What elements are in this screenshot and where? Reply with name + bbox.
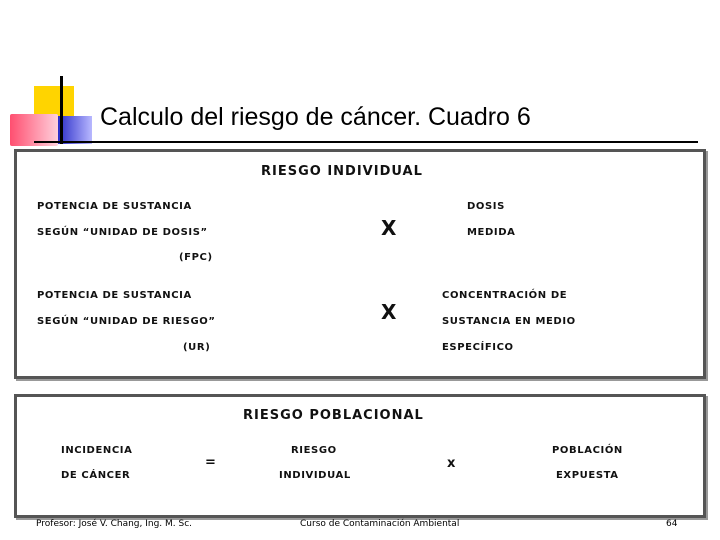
footer-course: Curso de Contaminación Ambiental (300, 519, 460, 529)
population-line1: POBLACIÓN (552, 445, 623, 456)
row2-right-line3: ESPECÍFICO (442, 342, 514, 353)
slide-title: Calculo del riesgo de cáncer. Cuadro 6 (100, 103, 531, 131)
individual-risk-line1: RIESGO (291, 445, 337, 456)
row2-right-line2: SUSTANCIA EN MEDIO (442, 316, 576, 327)
footer-page-number: 64 (666, 519, 678, 529)
population-heading: RIESGO POBLACIONAL (243, 408, 424, 423)
row2-left-line2: SEGÚN “UNIDAD DE RIESGO” (37, 316, 216, 327)
row1-left-abbr: (FPC) (179, 252, 213, 263)
logo-vertical-line (60, 76, 63, 144)
equals-operator: = (205, 455, 216, 470)
row1-right-line1: DOSIS (467, 201, 505, 212)
row2-right-line1: CONCENTRACIÓN DE (442, 290, 568, 301)
row1-right-line2: MEDIDA (467, 227, 516, 238)
row2-multiply-operator: X (381, 300, 397, 324)
row2-left-line1: POTENCIA DE SUSTANCIA (37, 290, 192, 301)
row1-left-line1: POTENCIA DE SUSTANCIA (37, 201, 192, 212)
logo-blue-square (58, 116, 92, 144)
incidence-line2: DE CÁNCER (61, 470, 131, 481)
individual-heading: RIESGO INDIVIDUAL (261, 164, 423, 179)
population-line2: EXPUESTA (556, 470, 619, 481)
row1-left-line2: SEGÚN “UNIDAD DE DOSIS” (37, 227, 208, 238)
times-operator: x (447, 456, 456, 471)
individual-risk-line2: INDIVIDUAL (279, 470, 351, 481)
population-risk-panel (14, 394, 706, 518)
title-underline (34, 141, 698, 143)
footer-author: Profesor: José V. Chang, Ing. M. Sc. (36, 519, 193, 529)
row1-multiply-operator: X (381, 216, 397, 240)
individual-risk-panel (14, 149, 706, 379)
row2-left-abbr: (UR) (183, 342, 211, 353)
slide-logo-decoration (8, 76, 98, 146)
incidence-line1: INCIDENCIA (61, 445, 133, 456)
